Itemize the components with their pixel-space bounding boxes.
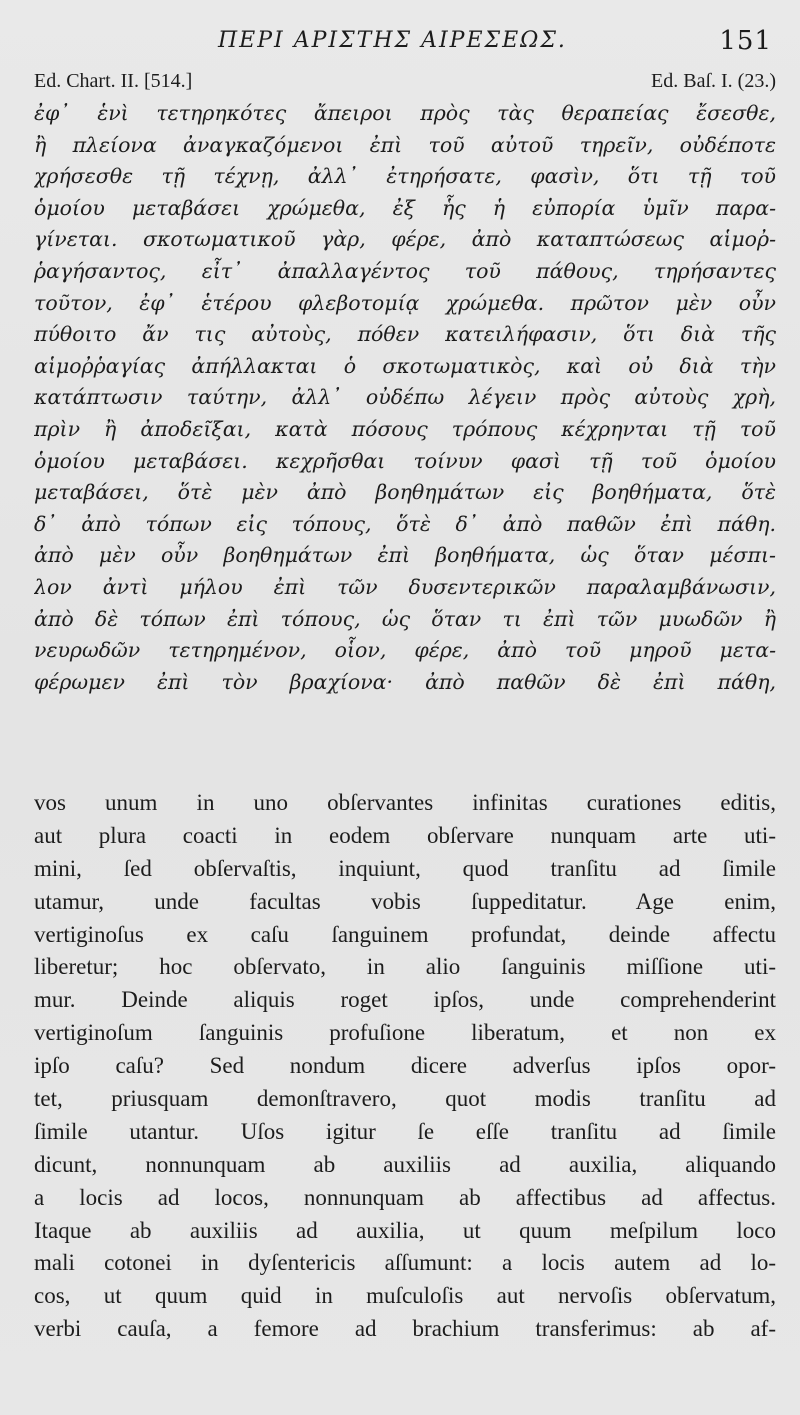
latin-text-line: ſimile utantur. Uſos igitur ſe eſſe tranſitu ad ſimile bbox=[34, 1118, 776, 1144]
greek-text-line: ἀπὸ μὲν οὖν βοηθημάτων ἐπὶ βοηθήματα, ὡς ὅταν μέσπι- bbox=[34, 543, 776, 568]
latin-text-line: Itaque ab auxiliis ad auxilia, ut quum meſpilum loco bbox=[34, 1217, 776, 1243]
greek-text-line: νευρωδῶν τετηρημένον, οἷον, φέρε, ἀπὸ τοῦ μηροῦ μετα- bbox=[34, 638, 776, 663]
latin-text-line: mur. Deinde aliquis roget ipſos, unde comprehenderint bbox=[34, 987, 776, 1013]
greek-text-line: πρὶν ἢ ἀποδεῖξαι, κατὰ πόσους τρόπους κέχρηνται τῇ τοῦ bbox=[34, 416, 776, 441]
edition-ref-basel: Ed. Baſ. I. (23.) bbox=[651, 70, 776, 92]
latin-text-line: tet, priusquam demonſtravero, quot modis tranſitu ad bbox=[34, 1086, 776, 1112]
latin-text-line: a locis ad locos, nonnunquam ab affectibus ad affectus. bbox=[34, 1184, 776, 1210]
greek-text-line: κατάπτωσιν ταύτην, ἀλλ᾿ οὐδέπω λέγειν πρὸς αὐτοὺς χρὴ, bbox=[34, 385, 776, 410]
greek-text-line: ἀπὸ δὲ τόπων ἐπὶ τόπους, ὡς ὅταν τι ἐπὶ τῶν μυωδῶν ἢ bbox=[34, 606, 776, 631]
greek-text-line: ὁμοίου μεταβάσει. κεχρῆσθαι τοίνυν φασὶ τῇ τοῦ ὁμοίου bbox=[34, 448, 776, 473]
edition-references bbox=[34, 70, 776, 96]
greek-text-line: μεταβάσει, ὅτὲ μὲν ἀπὸ βοηθημάτων εἰς βοηθήματα, ὅτὲ bbox=[34, 480, 776, 505]
greek-text-line: δ᾿ ἀπὸ τόπων εἰς τόπους, ὅτὲ δ᾿ ἀπὸ παθῶν ἐπὶ πάθη. bbox=[34, 511, 776, 536]
greek-text-line: ῥαγήσαντος, εἶτ᾿ ἀπαλλαγέντος τοῦ πάθους, τηρήσαντες bbox=[34, 258, 776, 283]
greek-text-line: ἢ πλείονα ἀναγκαζόμενοι ἐπὶ τοῦ αὐτοῦ τηρεῖν, οὐδέποτε bbox=[34, 132, 776, 157]
latin-text-line: aut plura coacti in eodem obſervare nunquam arte uti- bbox=[34, 822, 776, 848]
latin-text-line: utamur, unde facultas vobis ſuppeditatur. Age enim, bbox=[34, 888, 776, 914]
greek-text-line: τοῦτον, ἐφ᾿ ἑτέρου φλεβοτομίᾳ χρώμεθα. πρῶτον μὲν οὖν bbox=[34, 290, 776, 315]
greek-text-line: ἐφ᾿ ἑνὶ τετηρηκότες ἄπειροι πρὸς τὰς θεραπείας ἔσεσθε, bbox=[34, 101, 776, 125]
latin-translation bbox=[34, 787, 776, 1346]
greek-text-line: ὁμοίου μεταβάσει χρώμεθα, ἐξ ἧς ἡ εὐπορία ὑμῖν παρα- bbox=[34, 195, 776, 220]
latin-text-line: vertiginoſus ex caſu ſanguinem profundat, deinde affectu bbox=[34, 921, 776, 947]
running-header bbox=[0, 28, 800, 62]
latin-text-line: vertiginoſum ſanguinis profuſione liberatum, et non ex bbox=[34, 1020, 776, 1046]
greek-text-line: λον ἀντὶ μήλου ἐπὶ τῶν δυσεντερικῶν παραλαμβάνωσιν, bbox=[34, 574, 776, 599]
latin-text-line: ipſo caſu? Sed nondum dicere adverſus ipſos opor- bbox=[34, 1053, 776, 1079]
greek-text-line: χρήσεσθε τῇ τέχνῃ, ἀλλ᾿ ἐτηρήσατε, φασὶν, ὅτι τῇ τοῦ bbox=[34, 164, 776, 189]
greek-text-line: φέρωμεν ἐπὶ τὸν βραχίονα· ἀπὸ παθῶν δὲ ἐπὶ πάθη, bbox=[34, 669, 776, 694]
greek-text-line: αἱμοῤῥαγίας ἀπήλλακται ὁ σκοτωματικὸς, καὶ οὐ διὰ τὴν bbox=[34, 353, 776, 378]
greek-text-line: γίνεται. σκοτωματικοῦ γὰρ, φέρε, ἀπὸ καταπτώσεως αἱμοῤ- bbox=[34, 227, 776, 252]
latin-text-line: liberetur; hoc obſervato, in alio ſanguinis miſſione uti- bbox=[34, 954, 776, 980]
latin-text-line: mali cotonei in dyſentericis aſſumunt: a locis autem ad lo- bbox=[34, 1250, 776, 1276]
edition-ref-chartier: Ed. Chart. II. [514.] bbox=[34, 70, 193, 92]
latin-text-line: mini, ſed obſervaſtis, inquiunt, quod tranſitu ad ſimile bbox=[34, 855, 776, 881]
latin-text-line: verbi cauſa, a femore ad brachium transferimus: ab af- bbox=[34, 1316, 776, 1342]
greek-text-line: πύθοιτο ἄν τις αὐτοὺς, πόθεν κατειλήφασιν, ὅτι διὰ τῆς bbox=[34, 322, 776, 347]
latin-text-line: vos unum in uno obſervantes infinitas curationes editis, bbox=[34, 790, 776, 815]
latin-text-line: cos, ut quum quid in muſculoſis aut nervoſis obſervatum, bbox=[34, 1283, 776, 1309]
page-number: 151 bbox=[719, 26, 772, 56]
running-title: ΠΕΡΙ ΑΡΙΣΤΗΣ ΑΙΡΕΣΕΩΣ. bbox=[218, 28, 567, 53]
latin-text-line: dicunt, nonnunquam ab auxiliis ad auxilia, aliquando bbox=[34, 1151, 776, 1177]
greek-text bbox=[34, 98, 776, 698]
